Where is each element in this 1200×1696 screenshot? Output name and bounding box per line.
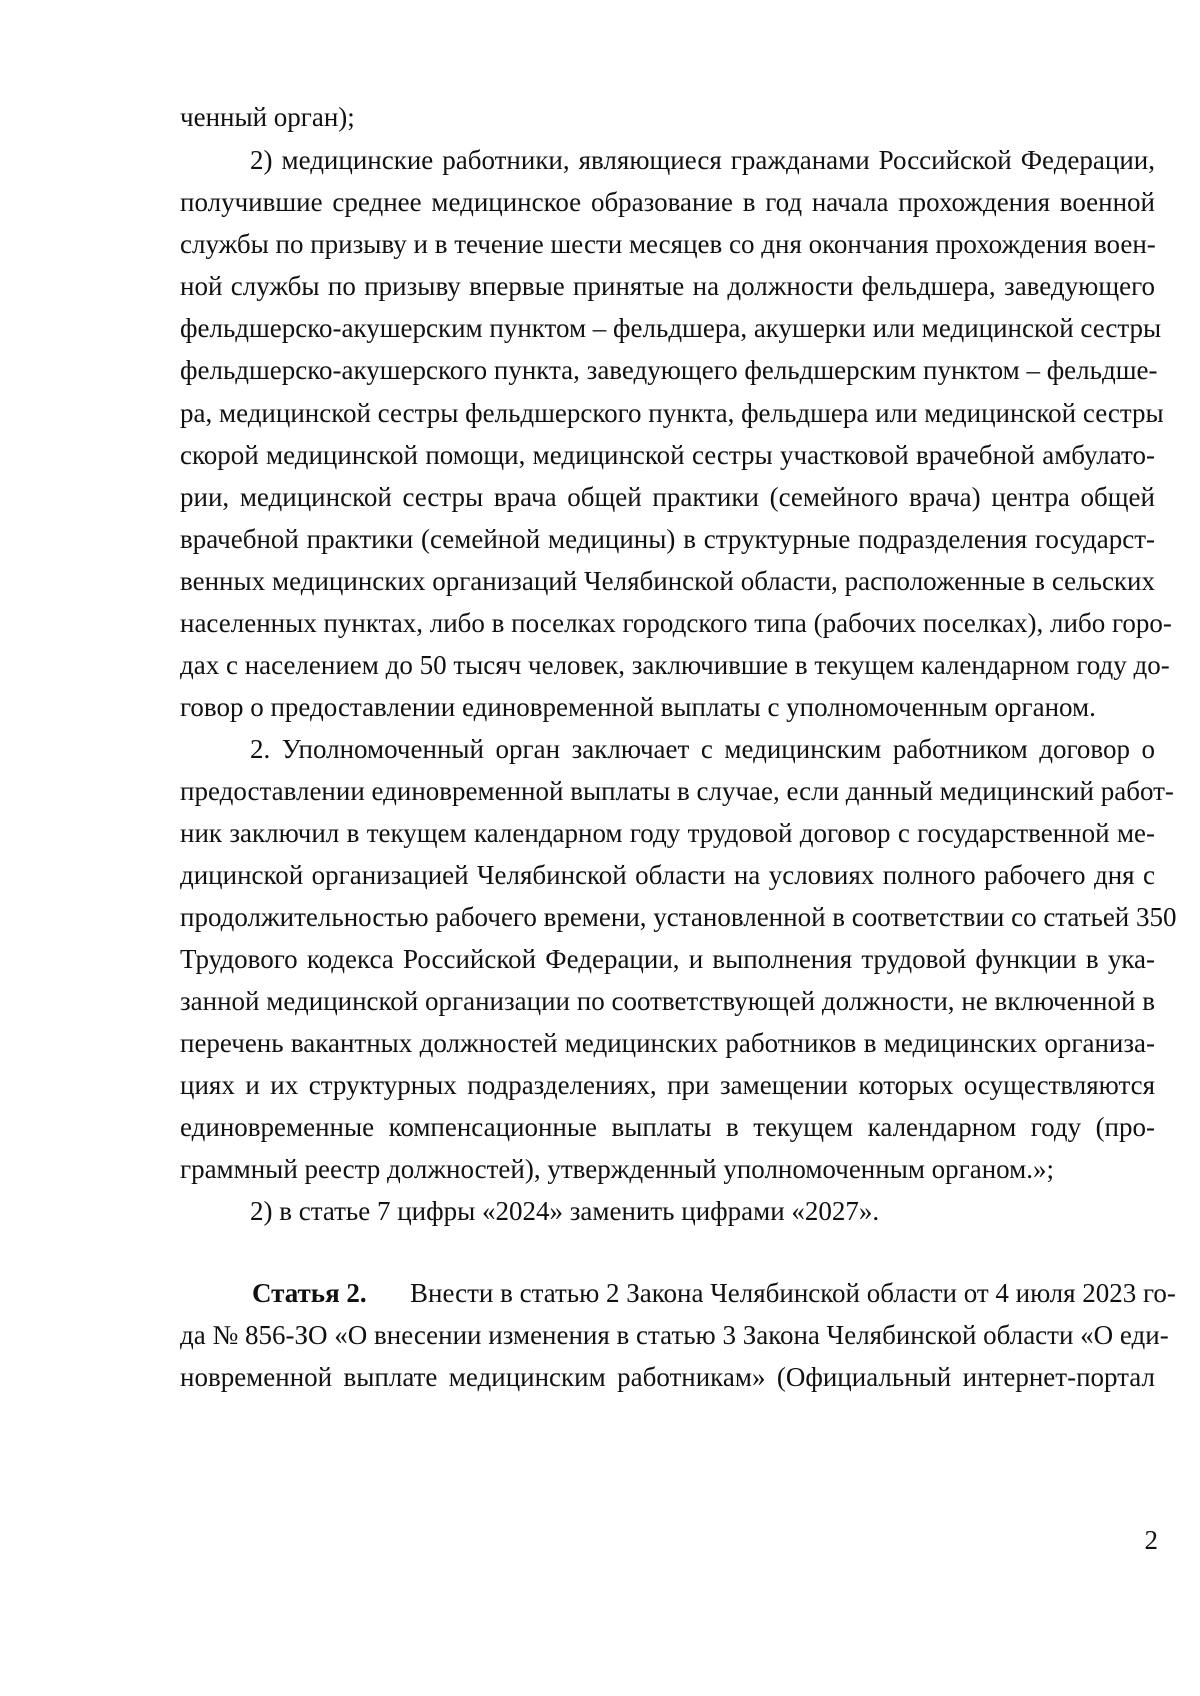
text-line: граммный реестр должностей), утвержденный уполномоченным органом.»; (180, 1154, 1055, 1184)
page-number: 2 (1144, 1525, 1158, 1555)
text-line: дах с населением до 50 тысяч человек, заключившие в текущем календарном году до- (180, 650, 1170, 680)
article-text-line: Внести в статью 2 Закона Челябинской области от 4 июля 2023 го- (410, 1278, 1176, 1308)
text-line: службы по призыву и в течение шести месяцев со дня окончания прохождения воен- (180, 229, 1156, 259)
text-line: 2) в статье 7 цифры «2024» заменить цифрами «2027». (250, 1196, 880, 1226)
article-text-line: да № 856-ЗО «О внесении изменения в статью 3 Закона Челябинской области «О еди- (180, 1320, 1169, 1350)
text-line: получившие среднее медицинское образование в год начала прохождения военной (180, 187, 1155, 217)
text-line: продолжительностью рабочего времени, установленной в соответствии со статьей 350 (180, 902, 1177, 932)
article-text-line: новременной выплате медицинским работникам» (Официальный интернет-портал (180, 1362, 1155, 1392)
text-line: скорой медицинской помощи, медицинской сестры участковой врачебной амбулато- (180, 440, 1155, 470)
text-line: рии, медицинской сестры врача общей практики (семейного врача) центра общей (180, 482, 1155, 512)
text-line: венных медицинских организаций Челябинской области, расположенные в сельских (180, 566, 1155, 596)
text-line: врачебной практики (семейной медицины) в структурные подразделения государст- (180, 524, 1155, 554)
text-line: говор о предоставлении единовременной выплаты с уполномоченным органом. (180, 692, 1096, 722)
text-line: ченный орган); (180, 102, 355, 132)
text-line: населенных пунктах, либо в поселках городского типа (рабочих поселках), либо горо- (180, 608, 1172, 638)
text-line: циях и их структурных подразделениях, при замещении которых осуществляются (180, 1070, 1155, 1100)
text-line: единовременные компенсационные выплаты в текущем календарном году (про- (180, 1112, 1155, 1142)
text-line: дицинской организацией Челябинской области на условиях полного рабочего дня с (180, 860, 1155, 890)
text-line: 2. Уполномоченный орган заключает с медицинским работником договор о (250, 734, 1155, 764)
text-line: Трудового кодекса Российской Федерации, и выполнения трудовой функции в ука- (180, 944, 1155, 974)
text-line: предоставлении единовременной выплаты в случае, если данный медицинский работ- (180, 776, 1174, 806)
text-line: перечень вакантных должностей медицинских работников в медицинских организа- (180, 1028, 1155, 1058)
text-line: фельдшерско-акушерским пунктом – фельдшера, акушерки или медицинской сестры (180, 313, 1162, 343)
text-line: ра, медицинской сестры фельдшерского пункта, фельдшера или медицинской сестры (180, 398, 1164, 428)
text-line: ной службы по призыву впервые принятые на должности фельдшера, заведующего (180, 271, 1155, 301)
text-line: фельдшерско-акушерского пункта, заведующего фельдшерским пунктом – фельдше- (180, 355, 1158, 385)
article-heading: Статья 2. (252, 1278, 367, 1308)
text-line: занной медицинской организации по соответствующей должности, не включенной в (180, 986, 1155, 1016)
text-line: 2) медицинские работники, являющиеся гражданами Российской Федерации, (250, 145, 1155, 175)
text-line: ник заключил в текущем календарном году трудовой договор с государственной ме- (180, 818, 1155, 848)
